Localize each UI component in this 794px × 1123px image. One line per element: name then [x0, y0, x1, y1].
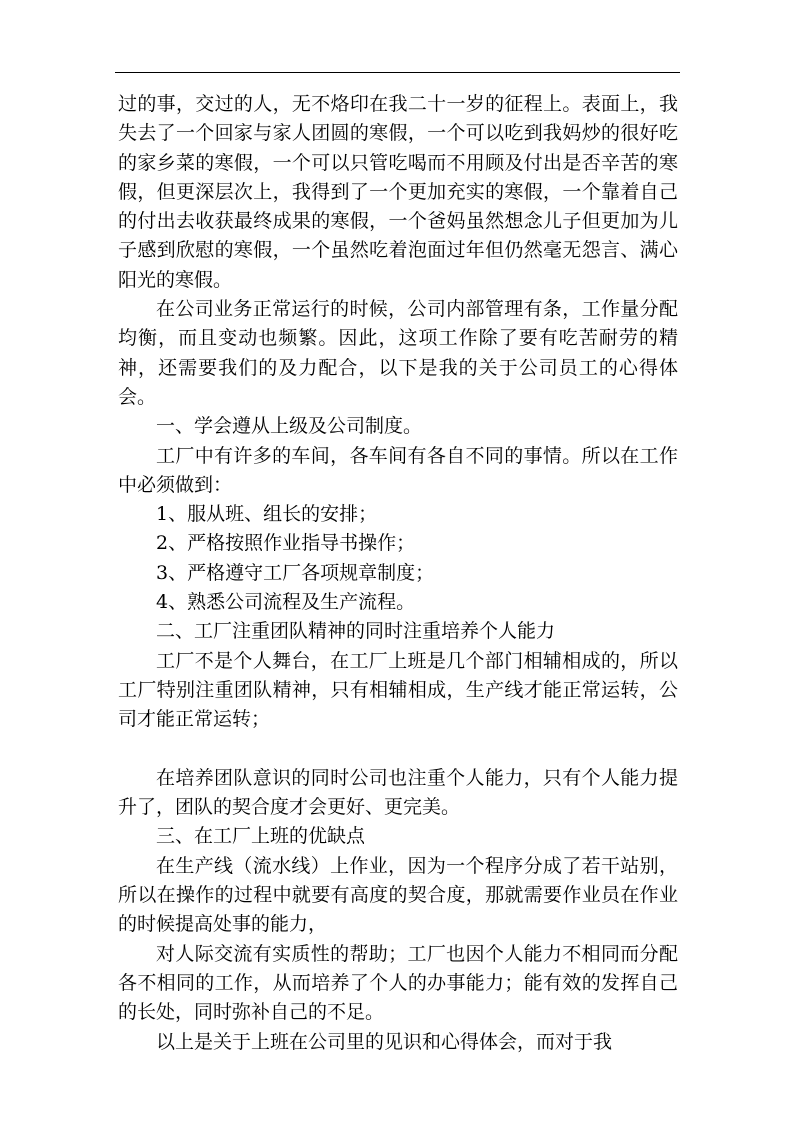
header-rule [115, 72, 680, 73]
body-text [118, 90, 678, 1057]
list-item: 3、严格遵守工厂各项规章制度； [156, 561, 435, 584]
paragraph-production-line: 在生产线（流水线）上作业，因为一个程序分成了若干站别，所以在操作的过程中就要有高度的契合度，那就需要作业员在作业的时候提高处事的能力， [118, 854, 678, 936]
paragraph-individual-ability: 在培养团队意识的同时公司也注重个人能力，只有个人能力提升了，团队的契合度才会更好、更完美。 [118, 766, 678, 819]
paragraph-interpersonal: 对人际交流有实质性的帮助；工厂也因个人能力不相同而分配各不相同的工作，从而培养了个人的办事能力；能有效的发挥自己的长处，同时弥补自己的不足。 [118, 942, 678, 1024]
section-heading-1: 一、学会遵从上级及公司制度。 [156, 415, 423, 438]
section-heading-2: 二、工厂注重团队精神的同时注重培养个人能力 [156, 620, 556, 643]
blank-line [118, 735, 678, 764]
list-item: 4、熟悉公司流程及生产流程。 [156, 591, 416, 614]
list-item: 1、服从班、组长的安排； [156, 503, 378, 526]
section-heading-3: 三、在工厂上班的优缺点 [156, 825, 366, 848]
paragraph-team-spirit: 工厂不是个人舞台，在工厂上班是几个部门相辅相成的，所以工厂特别注重团队精神，只有相辅相成，生产线才能正常运转，公司才能正常运转； [118, 649, 678, 731]
paragraph-company-operation: 在公司业务正常运行的时候，公司内部管理有条，工作量分配均衡，而且变动也频繁。因此，这项工作除了要有吃苦耐劳的精神，还需要我们的及力配合，以下是我的关于公司员工的心得体会。 [118, 298, 678, 408]
paragraph-winter-break: 过的事，交过的人，无不烙印在我二十一岁的征程上。表面上，我失去了一个回家与家人团圆的寒假，一个可以吃到我妈炒的很好吃的家乡菜的寒假，一个可以只管吃喝而不用顾及付出是否辛苦的寒假，但更深层次上，我得到了一个更加充实的寒假，一个靠着自己的付出去收获最终成果的寒假，一个爸妈虽然想念儿子但更加为儿子感到欣慰的寒假，一个虽然吃着泡面过年但仍然毫无怨言、满心阳光的寒假。 [118, 93, 678, 291]
paragraph-conclusion: 以上是关于上班在公司里的见识和心得体会，而对于我 [156, 1030, 613, 1053]
list-item: 2、严格按照作业指导书操作； [156, 532, 416, 555]
paragraph-workshops: 工厂中有许多的车间，各车间有各自不同的事情。所以在工作中必须做到： [118, 444, 678, 496]
